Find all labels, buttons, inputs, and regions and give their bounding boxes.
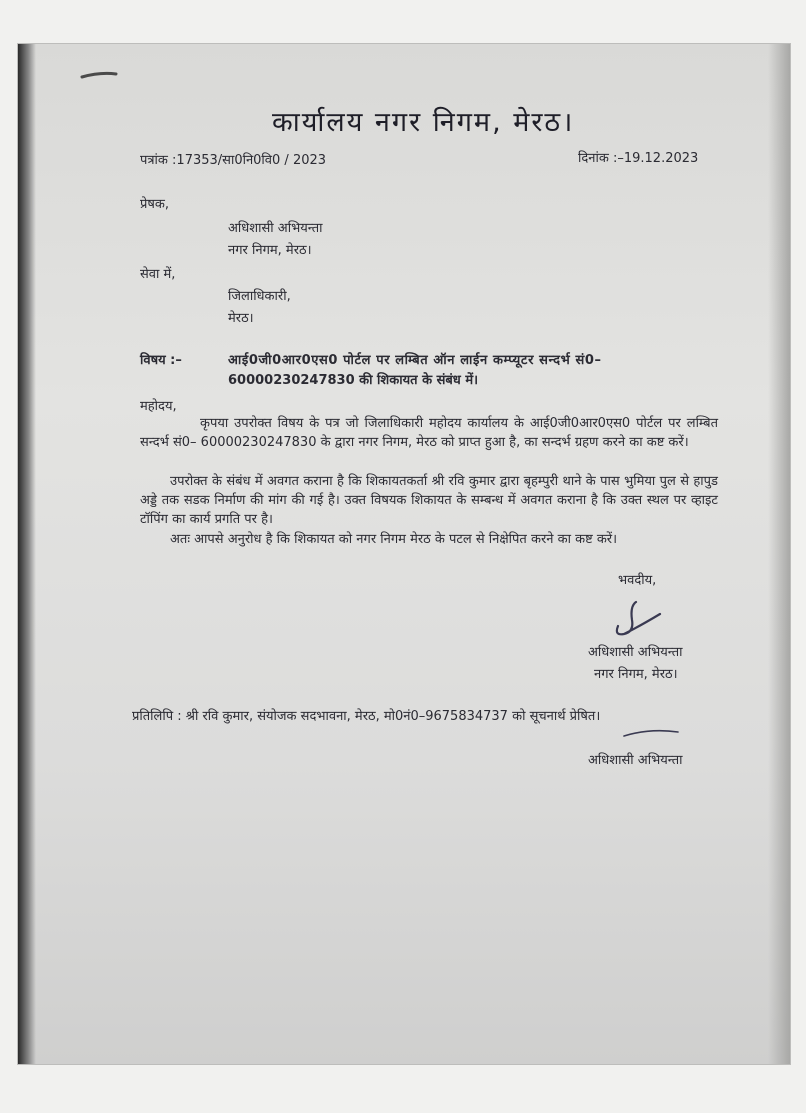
sender-office: नगर निगम, मेरठ।: [228, 243, 312, 258]
sender-designation: अधिशासी अभियन्ता: [228, 221, 323, 236]
body-paragraph-3: [140, 530, 718, 549]
salutation: महोदय,: [140, 399, 177, 414]
closing-yours: भवदीय,: [618, 573, 657, 588]
letter-date: दिनांक :–19.12.2023: [578, 151, 699, 166]
subject-line-2: 60000230247830 की शिकायत के संबंध में।: [228, 373, 479, 388]
recipient-label: सेवा में,: [140, 267, 176, 282]
recipient-city: मेरठ।: [228, 311, 254, 326]
closing-designation: अधिशासी अभियन्ता: [588, 645, 683, 660]
subject-line-1: आई0जी0आर0एस0 पोर्टल पर लम्बित ऑन लाईन कम्प्यूटर सन्दर्भ सं0–: [228, 353, 602, 368]
subject-label: विषय :–: [140, 353, 182, 368]
body-paragraph-1-text: कृपया उपरोक्त विषय के पत्र जो जिलाधिकारी महोदय कार्यालय के आई0जी0आर0एस0 पोर्टल पर लम्बित सन्दर्भ सं0– 60000230247830 के द्वारा नगर निगम, मेरठ को प्राप्त हुआ है, का सन्दर्भ ग्रहण करने का कष्ट करें।: [140, 416, 718, 450]
office-title: कार्यालय नगर निगम, मेरठ।: [272, 107, 575, 138]
copy-designation: अधिशासी अभियन्ता: [588, 753, 683, 768]
signature: [610, 596, 666, 640]
body-paragraph-3-text: अतः आपसे अनुरोध है कि शिकायत को नगर निगम मेरठ के पटल से निक्षेपित करने का कष्ट करें।: [170, 532, 618, 547]
pen-mark-top-left: [80, 68, 120, 82]
closing-office: नगर निगम, मेरठ।: [594, 667, 678, 682]
body-paragraph-1: [140, 414, 718, 452]
body-paragraph-2: [140, 472, 718, 529]
copy-to-line: प्रतिलिपि : श्री रवि कुमार, संयोजक सदभावना, मेरठ, मो0नं0–9675834737 को सूचनार्थ प्रेषित।: [132, 709, 601, 724]
letter-page: [18, 44, 790, 1064]
body-paragraph-2-text: उपरोक्त के संबंध में अवगत कराना है कि शिकायतकर्ता श्री रवि कुमार द्वारा बृहम्पुरी थाने के पास भुमिया पुल से हापुड अड्डे तक सडक निर्माण की मांग की गई है। उक्त विषयक शिकायत के सम्बन्ध में अवगत कराना है कि उक्त स्थल पर व्हाइट टॉपिंग का कार्य प्रगति पर है।: [140, 474, 718, 527]
reference-number: पत्रांक :17353/सा0नि0वि0 / 2023: [140, 153, 327, 168]
sender-label: प्रेषक,: [140, 197, 170, 212]
pen-mark-copy: [622, 726, 682, 740]
recipient-designation: जिलाधिकारी,: [228, 289, 291, 304]
